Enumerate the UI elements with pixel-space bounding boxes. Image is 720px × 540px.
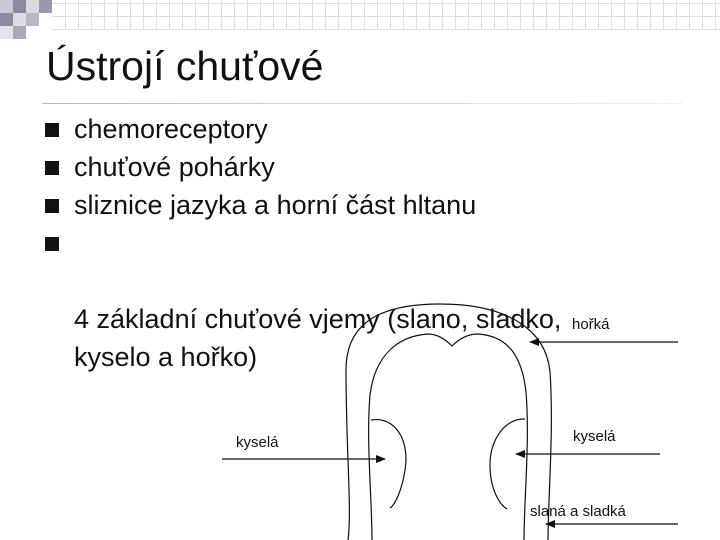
- bullet-text: sliznice jazyka a horní část hltanu: [74, 190, 477, 220]
- sour-zone-right: [490, 419, 525, 509]
- bullet-text: chuťové pohárky: [74, 152, 275, 182]
- bullet-text: 4 základní chuťové vjemy (slano, sladko, kyselo a hořko): [74, 304, 562, 372]
- sour-zone-left: [371, 420, 406, 508]
- label-salty-sweet: slaná a sladká: [530, 503, 626, 520]
- label-sour-left: kyselá: [236, 434, 279, 451]
- label-bitter: hořká: [572, 316, 610, 333]
- tongue-outline: [346, 304, 551, 540]
- bullet-text: chemoreceptory: [74, 114, 268, 144]
- label-sour-right: kyselá: [573, 428, 616, 445]
- slide-title: Ústrojí chuťové: [46, 43, 324, 89]
- tongue-inner-outline: [369, 334, 528, 540]
